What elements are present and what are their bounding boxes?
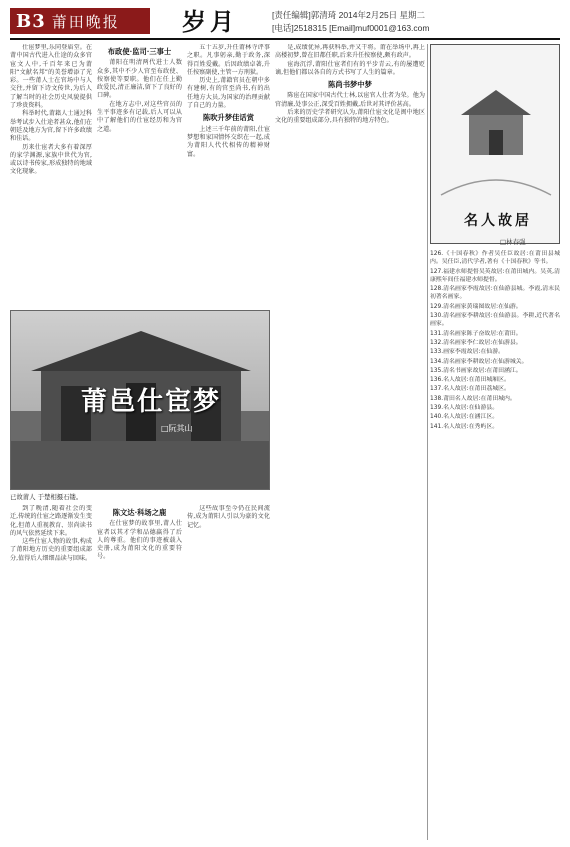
subheading: 布政使·监司·三事士 bbox=[107, 47, 172, 56]
page-number: B3 bbox=[16, 10, 46, 32]
paragraph: 在仕宦梦的故事里,莆人仕宦者以其才学和品德赢得了后人的尊重。他们的事迹被载入史册,成为莆阳文化的重要符号。 bbox=[97, 520, 182, 561]
list-item: 134.清名画家李耕故居:在仙游城关。 bbox=[430, 358, 528, 365]
list-item: 136.名人故居:在莆田城厢区。 bbox=[430, 377, 510, 384]
paragraph: 五十五岁,升任莆林寺评事之职。凡事躬亲,勤于政务,深得百姓爱戴。后因政绩卓著,升任按察副使,主管一方刑狱。 bbox=[187, 44, 270, 76]
subheading: 陈文达·科场之鹿 bbox=[112, 508, 167, 517]
section-title: 岁月 bbox=[182, 7, 238, 36]
paragraph: 这些故事至今仍在民间流传,成为莆阳人引以为豪的文化记忆。 bbox=[187, 505, 270, 529]
left-lower-column bbox=[10, 505, 92, 840]
list-item: 133.画家李霞故居:在仙游。 bbox=[430, 349, 505, 356]
masthead bbox=[10, 6, 560, 40]
photo-caption: 已故莆人 于楚相摄石镂。 bbox=[10, 493, 83, 501]
list-item: 126.《十国春秋》作者吴任臣故居:在莆田县城内。吴任臣,清代学者,著有《十国春秋》等书。 bbox=[430, 251, 560, 266]
list-item: 129.清名画家黄瑞图故居:在仙游。 bbox=[430, 303, 522, 310]
header-meta bbox=[272, 9, 560, 35]
photo-author: □阮其山 bbox=[161, 424, 193, 433]
subheading: 陈吹升梦佳话赏 bbox=[202, 113, 255, 123]
page-badge bbox=[10, 8, 150, 34]
paragraph: 宦海沉浮,莆阳仕宦者们有的平步青云,有的屡遭贬谪,但他们都以各自的方式书写了人生的篇章。 bbox=[275, 60, 425, 76]
paragraph: 上述三千年前的莆阳,仕宦梦想和家国情怀交织在一起,成为莆阳人代代相传的精神财富。 bbox=[187, 125, 270, 158]
photo bbox=[10, 310, 270, 490]
list-item: 132.清名画家李仁故居:在仙游县。 bbox=[430, 339, 522, 346]
list-item: 139.名人故居:在仙游县。 bbox=[430, 405, 499, 412]
left-column bbox=[10, 44, 92, 306]
left-column-2 bbox=[97, 44, 182, 306]
list-item: 141.名人故居:在秀屿区。 bbox=[430, 423, 499, 430]
list-item: 137.名人故居:在莆田荔城区。 bbox=[430, 386, 510, 393]
paragraph: 历史上,莆籍官员在朝中多有建树,有的官至尚书,有的出任地方大员,为国家的治理贡献了自己的力量。 bbox=[187, 77, 270, 110]
middle-column bbox=[187, 44, 270, 306]
header-rule bbox=[10, 38, 560, 40]
right-upper-column bbox=[275, 44, 425, 306]
paragraph: 这些仕宦人物的故事,构成了莆阳地方历史的重要组成部分,值得后人细细品读与回味。 bbox=[10, 538, 92, 562]
paragraph: 是,成绩优异,再获科举,并又干将。莆在举场中,再上高楼初梦,曾在旧都任职,后来升任按察使,颇有政声。 bbox=[275, 44, 425, 60]
paragraph: 到了晚清,随着社会的变迁,传统的仕宦之路逐渐发生变化,但莆人重视教育、崇尚读书的风气依然延续下来。 bbox=[10, 505, 92, 537]
paragraph: 陈宦在国家中国古代士林,以宦官人仕者为荣。他为官清廉,处事公正,深受百姓拥戴,后世对其评价甚高。 bbox=[275, 92, 425, 108]
middle-lower-column-2 bbox=[187, 505, 270, 840]
sidebar-author: □林春强 bbox=[500, 238, 526, 246]
middle-lower-column bbox=[97, 505, 182, 840]
list-item: 131.清名画家陈子奋故居:在莆田。 bbox=[430, 330, 522, 337]
meta-editor-date: [责任编辑]郭清琦 2014年2月25日 星期二 bbox=[272, 10, 426, 20]
list-item: 127.福建水师提督吴英故居:在莆田城内。吴英,清康熙年间任福建水师提督。 bbox=[430, 268, 560, 283]
paragraph: 莆阳在明清两代进士人数众多,其中不少人官至布政使、按察使等要职。他们在任上勤政爱民,清正廉洁,留下了良好的口碑。 bbox=[97, 59, 182, 100]
list-item: 135.清名书画家故居:在莆田涵江。 bbox=[430, 367, 522, 374]
list-item: 128.清名画家李霞故居:在仙游县城。李霞,清末民初著名画家。 bbox=[430, 286, 560, 301]
paragraph: 在地方志中,对这些官员的生平事迹多有记载,后人可以从中了解他们的仕宦经历和为官之道。 bbox=[97, 100, 182, 133]
subheading: 陈尚书梦中梦 bbox=[328, 80, 372, 90]
column-divider bbox=[427, 44, 428, 840]
meta-contact: [电话]2518315 [Email]muf0001@163.com bbox=[272, 23, 430, 33]
sidebar-list bbox=[430, 250, 560, 432]
paper-name: 莆田晚报 bbox=[51, 12, 120, 31]
photo-title: 莆邑仕宦梦 bbox=[81, 387, 222, 417]
list-item: 130.清名画家李耕故居:在仙游县。李耕,近代著名画家。 bbox=[430, 313, 560, 328]
paragraph: 历来仕宦者大多有着深厚的家学渊源,家族中世代为官,或以诗书传家,形成独特的地域文化现象。 bbox=[10, 143, 92, 176]
list-item: 140.名人故居:在涵江区。 bbox=[430, 414, 499, 421]
paragraph: 后来的历史学者研究认为,莆阳仕宦文化是闽中地区文化的重要组成部分,具有独特的地方特色。 bbox=[275, 109, 425, 125]
paragraph: 科举时代,莆籍人士通过科举考试步入仕途者甚众,他们在朝廷及地方为官,留下许多政绩和佳话。 bbox=[10, 110, 92, 143]
list-item: 138.莆田名人故居:在莆田城内。 bbox=[430, 395, 516, 402]
sidebar-title: 名人故居 bbox=[464, 213, 532, 229]
paragraph: 仕宦梦里,乐同登庙堂。在莆中国古代进入仕途的众多官宦文人中,千百年来已为莆阳“文献名邦”的美誉增添了光彩。一些莆人士在官场中与人交往,并留下诗文传世,为后人了解当时的社会历史风貌提供了珍贵资料。 bbox=[10, 44, 92, 110]
